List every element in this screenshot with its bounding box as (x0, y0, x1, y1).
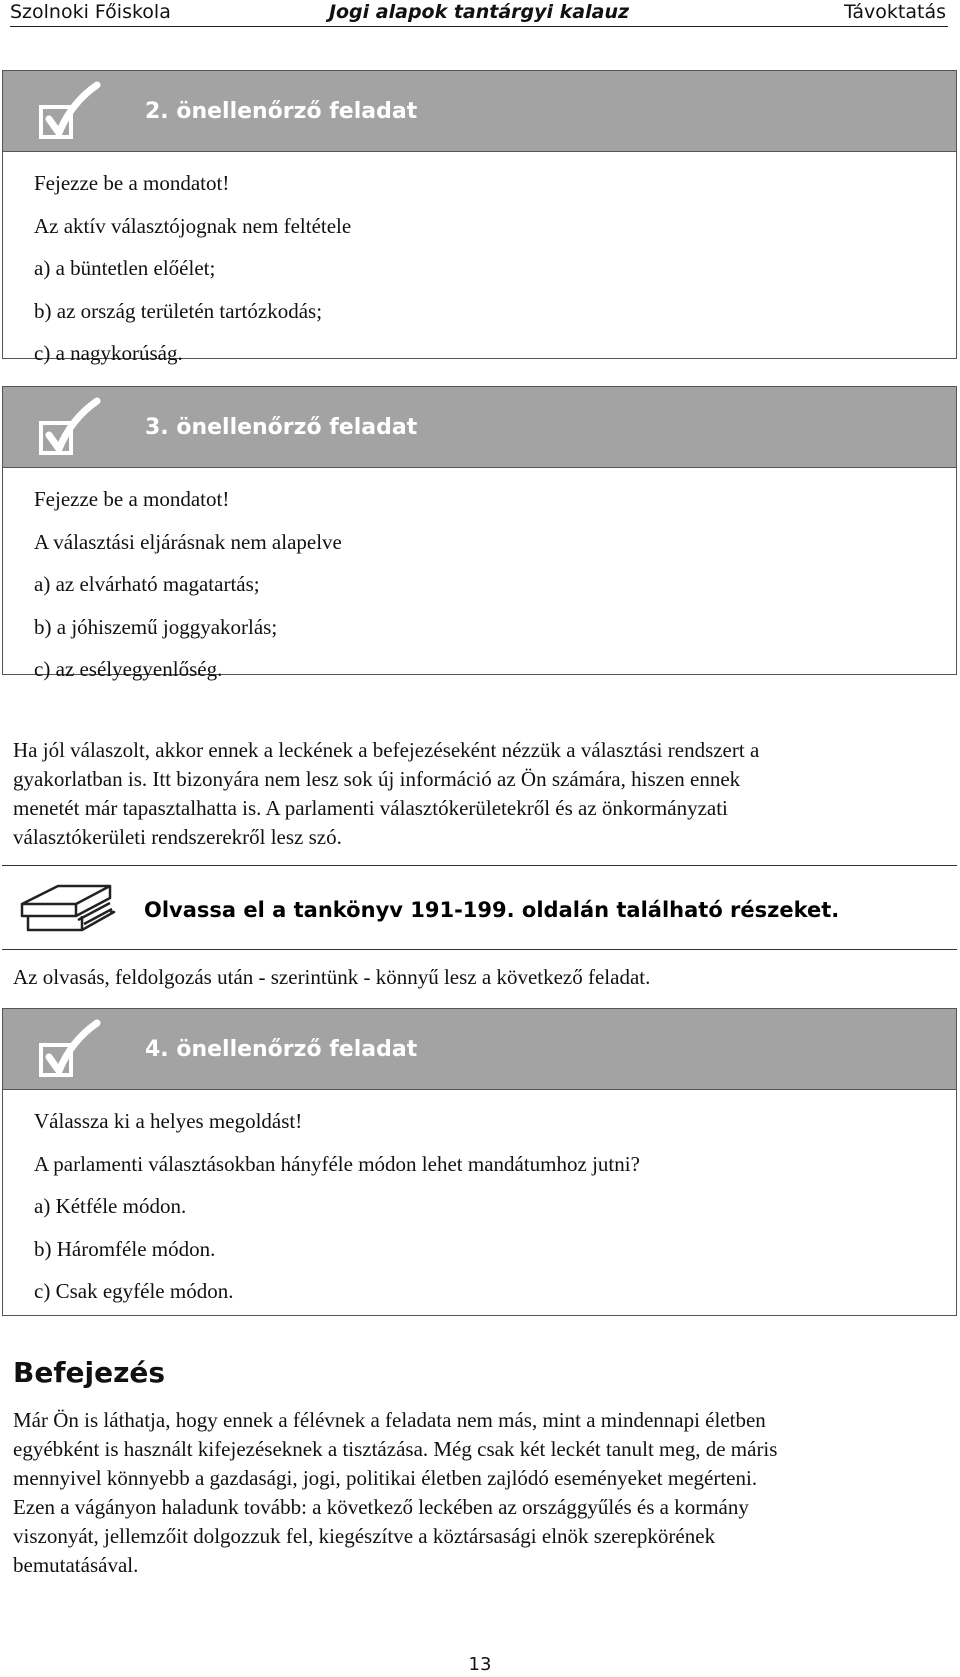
exercise-line: Fejezze be a mondatot! (34, 171, 230, 195)
transition-paragraph (13, 736, 933, 852)
exercise-line: a) Kétféle módon. (34, 1194, 187, 1218)
exercise-line: Az aktív választójognak nem feltétele (34, 213, 352, 238)
divider-top (2, 865, 957, 866)
exercise-body (3, 468, 956, 691)
paragraph-line: mennyivel könnyebb a gazdasági, jogi, politikai életben zajlódó eseményeket megérteni. (13, 1466, 758, 1490)
conclusion-paragraph (13, 1406, 933, 1580)
exercise-title: 3. önellenőrző feladat (145, 415, 418, 440)
exercise-line: A parlamenti választásokban hányféle módon lehet mandátumhoz jutni? (34, 1151, 640, 1176)
exercise-line: c) a nagykorúság. (34, 341, 183, 365)
paragraph-line: gyakorlatban is. Itt bizonyára nem lesz sok új információ az Ön számára, hiszen ennek (13, 767, 741, 791)
header-mode: Távoktatás (843, 1, 946, 23)
exercise-box-4 (2, 1008, 957, 1316)
page-header (10, 0, 948, 27)
exercise-body (3, 152, 956, 375)
exercise-line: c) az esélyegyenlőség. (34, 657, 223, 681)
exercise-box-3 (2, 386, 957, 681)
paragraph-line: Már Ön is láthatja, hogy ennek a félévnek a feladata nem más, mint a mindennapi életben (13, 1408, 766, 1432)
header-course-title: Jogi alapok tantárgyi kalauz (328, 1, 630, 23)
checkmark-icon (37, 1019, 103, 1083)
exercise-line: Válassza ki a helyes megoldást! (34, 1109, 303, 1133)
reading-instruction: Olvassa el a tankönyv 191-199. oldalán található részeket. (144, 898, 840, 922)
exercise-line: a) a büntetlen előélet; (34, 256, 216, 280)
exercise-line: A választási eljárásnak nem alapelve (34, 529, 342, 554)
checkmark-icon (37, 81, 103, 145)
paragraph-line: bemutatásával. (13, 1553, 139, 1577)
paragraph-line: Ha jól válaszolt, akkor ennek a leckének a befejezéseként nézzük a választási rendszert a (13, 738, 760, 762)
exercise-header (3, 387, 956, 468)
paragraph-line: egyébként is használt kifejezéseknek a tisztázása. Még csak két leckét tanult meg, de máris (13, 1437, 778, 1461)
checkmark-icon (37, 397, 103, 461)
paragraph-line: Ezen a vágányon haladunk tovább: a következő leckében az országgyűlés és a kormány (13, 1495, 749, 1519)
exercise-header (3, 71, 956, 152)
paragraph-line: menetét már tapasztalhatta is. A parlamenti választókerületekről és az önkormányzati (13, 796, 728, 820)
exercise-line: a) az elvárható magatartás; (34, 572, 260, 596)
exercise-box-2 (2, 70, 957, 365)
exercise-line: Fejezze be a mondatot! (34, 487, 230, 511)
after-reading-text: Az olvasás, feldolgozás után - szerintünk - könnyű lesz a következő feladat. (13, 965, 651, 989)
section-title-conclusion: Befejezés (13, 1356, 166, 1389)
exercise-line: b) Háromféle módon. (34, 1236, 216, 1261)
book-stack-icon (18, 876, 116, 936)
exercise-line: b) a jóhiszemű joggyakorlás; (34, 614, 278, 639)
exercise-header (3, 1009, 956, 1090)
divider-bottom (2, 949, 957, 950)
paragraph-line: viszonyát, jellemzőit dolgozzuk fel, kiegészítve a köztársasági elnök szerepkörének (13, 1524, 716, 1548)
exercise-line: c) Csak egyféle módon. (34, 1279, 234, 1303)
header-institution: Szolnoki Főiskola (10, 1, 171, 23)
paragraph-line: választókerületi rendszerekről lesz szó. (13, 825, 342, 849)
exercise-line: b) az ország területén tartózkodás; (34, 298, 323, 323)
page-number: 13 (468, 1654, 492, 1675)
exercise-body (3, 1090, 956, 1313)
exercise-title: 4. önellenőrző feladat (145, 1037, 418, 1062)
exercise-title: 2. önellenőrző feladat (145, 99, 418, 124)
